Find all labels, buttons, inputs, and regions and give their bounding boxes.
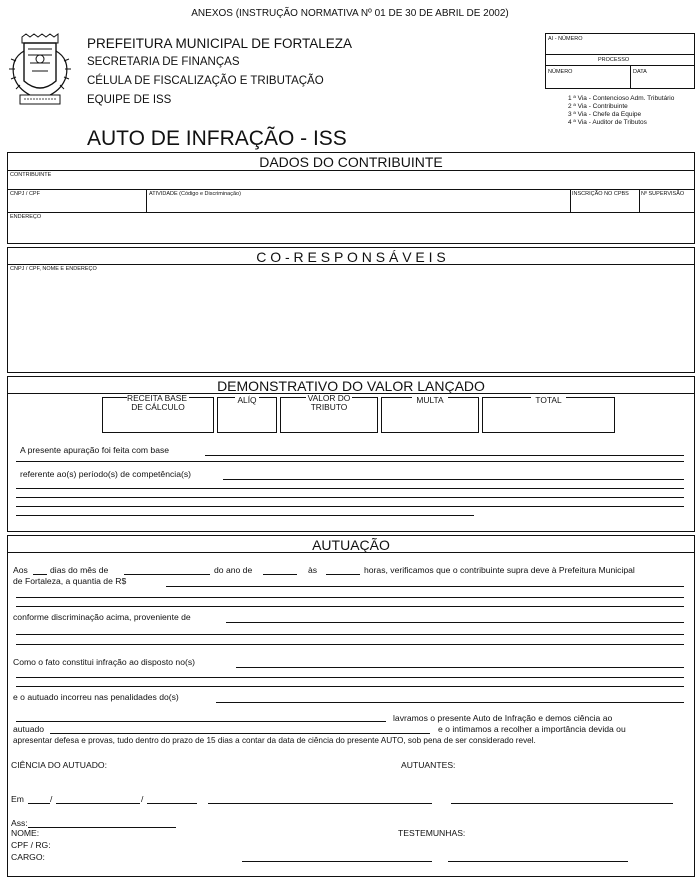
registration-label: INSCRIÇÃO NO CPBS [572, 191, 629, 197]
taxpayer-section-title: DADOS DO CONTRIBUINTE [259, 154, 443, 170]
year-field[interactable] [263, 574, 297, 575]
header-cell: CÉLULA DE FISCALIZAÇÃO E TRIBUTAÇÃO [87, 75, 324, 87]
assessment-notice-title: AUTUAÇÃO [312, 537, 390, 553]
rate-header: ALÍQ [237, 395, 257, 405]
infraction-label: Como o fato constitui infração ao disposto no(s) [13, 657, 195, 667]
acknowledgement-label: CIÊNCIA DO AUTUADO: [11, 760, 107, 770]
inspector-signature-1[interactable] [208, 803, 432, 804]
issued-text: lavramos o presente Auto de Infração e demos ciência ao [393, 713, 613, 723]
penalties-field[interactable] [216, 702, 684, 703]
autuado-label: autuado [13, 724, 45, 734]
form-title: AUTO DE INFRAÇÃO - ISS [87, 127, 347, 150]
hour-field[interactable] [326, 574, 360, 575]
cnpj-label: CNPJ / CPF [10, 191, 40, 197]
signature-field[interactable] [28, 827, 176, 828]
amount-label: de Fortaleza, a quantia de R$ [13, 576, 127, 586]
fine-header: MULTA [381, 395, 479, 405]
calculation-basis-line[interactable] [205, 455, 684, 456]
signature-label: Ass: [11, 818, 28, 828]
infraction-field[interactable] [236, 667, 684, 668]
copies-list [568, 95, 674, 127]
inspector-signature-2[interactable] [451, 803, 673, 804]
ai-number-label: AI - NÚMERO [548, 36, 583, 42]
date-slash-2: / [141, 794, 144, 804]
co-responsible-title: C O - R E S P O N S Á V E I S [256, 249, 446, 265]
address-label: ENDEREÇO [10, 214, 42, 220]
process-label: PROCESSO [598, 57, 630, 63]
total-header: TOTAL [482, 395, 615, 405]
supervision-label: Nº SUPERVISÃO [641, 191, 685, 197]
header-secretariat: SECRETARIA DE FINANÇAS [87, 56, 240, 68]
coat-of-arms-seal [4, 33, 76, 111]
copy-4: 4 ª Via - Auditor de Tributos [568, 119, 647, 126]
id-label: CPF / RG: [11, 840, 51, 850]
header-team: EQUIPE DE ISS [87, 94, 172, 106]
date-em-label: Em [11, 794, 24, 804]
role-label: CARGO: [11, 852, 45, 862]
at-label: às [308, 565, 318, 575]
contribuinte-label: CONTRIBUINTE [10, 172, 52, 178]
ack-month-field[interactable] [56, 803, 140, 804]
taxpayer-section [7, 152, 695, 244]
aos-label: Aos [13, 565, 28, 575]
co-responsible-label: CNPJ / CPF, NOME E ENDEREÇO [10, 266, 97, 272]
name-label: NOME: [11, 828, 40, 838]
autuado-field[interactable] [50, 733, 430, 734]
date-label: DATA [633, 69, 647, 75]
hours-text: horas, verificamos que o contribuinte supra deve à Prefeitura Municipal [364, 565, 635, 575]
calculation-basis-label: A presente apuração foi feita com base [20, 445, 170, 455]
penalties-label: e o autuado incorreu nas penalidades do(s) [13, 692, 179, 702]
competence-period-label: referente ao(s) período(s) de competência(s) [20, 469, 191, 479]
year-label: do ano de [214, 565, 253, 575]
month-field[interactable] [124, 574, 210, 575]
activity-label: ATIVIDADE (Código e Discriminação) [149, 191, 241, 197]
assessment-title: DEMONSTRATIVO DO VALOR LANÇADO [217, 378, 485, 394]
defense-text: apresentar defesa e provas, tudo dentro do prazo de 15 dias a contar da data de ciência do presente AUTO, sob pena de ser considerado revel. [13, 736, 536, 745]
witness-signature-2[interactable] [448, 861, 628, 862]
witness-signature-1[interactable] [242, 861, 432, 862]
header-municipality: PREFEITURA MUNICIPAL DE FORTALEZA [87, 36, 353, 51]
competence-period-line[interactable] [223, 479, 684, 480]
copy-2: 2 ª Via - Contribuinte [568, 103, 628, 110]
annex-line: ANEXOS (INSTRUÇÃO NORMATIVA Nº 01 DE 30 DE ABRIL DE 2002) [191, 8, 509, 19]
ack-year-field[interactable] [147, 803, 197, 804]
co-responsible-section [7, 247, 695, 373]
copy-1: 1 ª Via - Contencioso Adm. Tributário [568, 95, 675, 102]
origin-field[interactable] [226, 622, 684, 623]
copy-3: 3 ª Via - Chefe da Equipe [568, 111, 642, 118]
number-label: NÚMERO [548, 69, 573, 75]
assessment-section [7, 376, 695, 532]
amount-field[interactable] [166, 586, 684, 587]
date-slash-1: / [50, 794, 53, 804]
witnesses-label: TESTEMUNHAS: [398, 828, 466, 838]
summon-text: e o intimamos a recolher a importância devida ou [438, 724, 626, 734]
inspectors-label: AUTUANTES: [401, 760, 456, 770]
ack-day-field[interactable] [28, 803, 50, 804]
tax-value-header: VALOR DO TRIBUTO [307, 393, 351, 412]
days-of-month-label: dias do mês de [50, 565, 109, 575]
base-value-header: RECEITA BASE DE CÁLCULO [127, 393, 187, 412]
day-field[interactable] [33, 574, 47, 575]
assessment-notice-section [7, 535, 695, 877]
ai-number-box [545, 33, 695, 89]
origin-label: conforme discriminação acima, proveniente de [13, 612, 191, 622]
